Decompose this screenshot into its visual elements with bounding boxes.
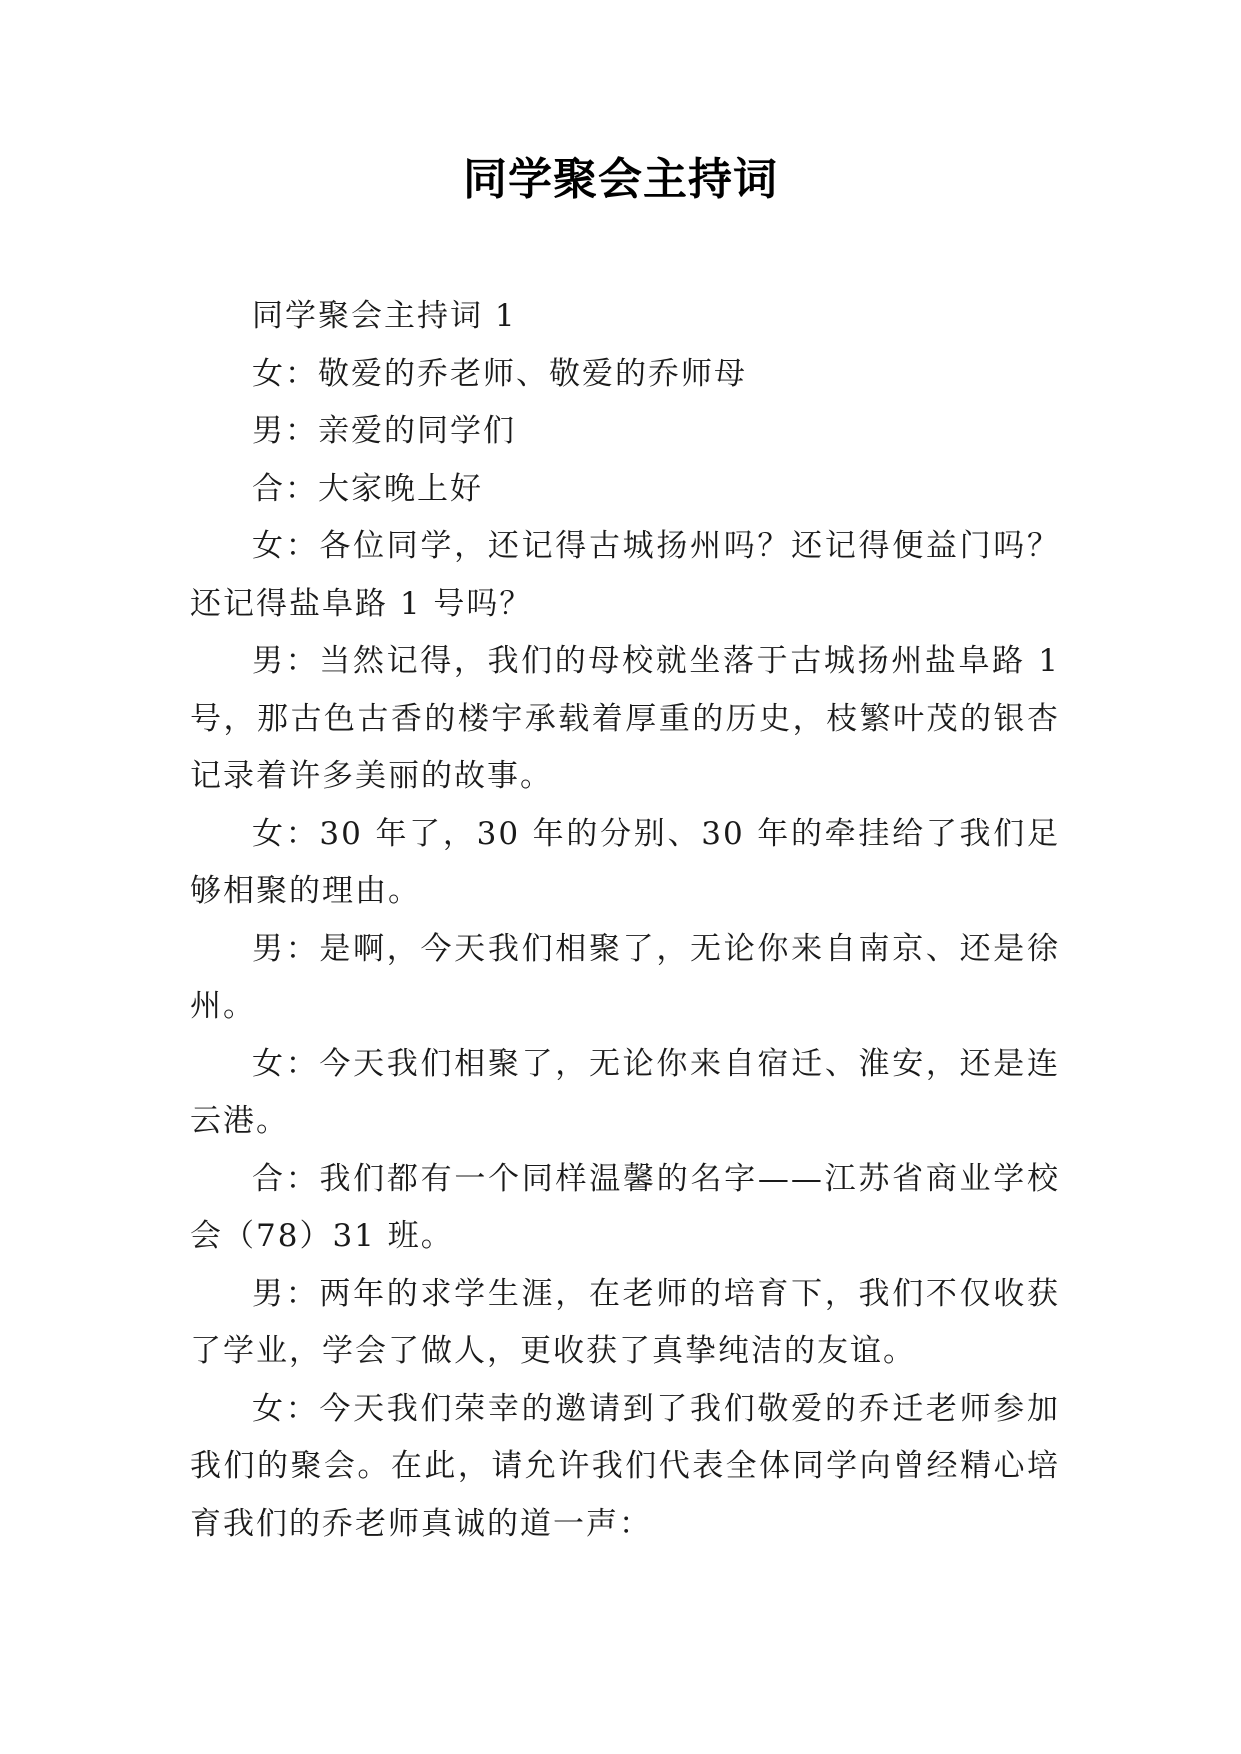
paragraph-line: 女：敬爱的乔老师、敬爱的乔师母 — [252, 355, 747, 392]
paragraph-line: 女：今天我们荣幸的邀请到了我们敬爱的乔迁老师参加我们的聚会。在此，请允许我们代表全体同学向曾经精心培育我们的乔老师真诚的道一声： — [190, 1390, 1060, 1542]
paragraph-line: 男：亲爱的同学们 — [252, 413, 516, 449]
document-body — [190, 288, 1060, 1553]
document-title: 同学聚会主持词 — [463, 154, 778, 205]
paragraph-line: 合：大家晚上好 — [252, 470, 483, 507]
paragraph-line: 男：当然记得，我们的母校就坐落于古城扬州盐阜路 1 号，那古色古香的楼宇承载着厚重的历史，枝繁叶茂的银杏记录着许多美丽的故事。 — [190, 643, 1060, 794]
paragraph-line: 男：两年的求学生涯，在老师的培育下，我们不仅收获了学业，学会了做人，更收获了真挚纯洁的友谊。 — [190, 1275, 1060, 1369]
paragraph-line: 女：各位同学，还记得古城扬州吗？还记得便益门吗？还记得盐阜路 1 号吗？ — [190, 528, 1060, 622]
paragraph-line: 女：今天我们相聚了，无论你来自宿迁、淮安，还是连云港。 — [190, 1045, 1060, 1139]
paragraph-line: 女：30 年了，30 年的分别、30 年的牵挂给了我们足够相聚的理由。 — [190, 815, 1060, 909]
paragraph-line: 男：是啊，今天我们相聚了，无论你来自南京、还是徐州。 — [190, 930, 1060, 1024]
paragraph-subtitle: 同学聚会主持词 1 — [252, 298, 517, 334]
paragraph-line: 合：我们都有一个同样温馨的名字——江苏省商业学校会（78）31 班。 — [190, 1160, 1060, 1254]
